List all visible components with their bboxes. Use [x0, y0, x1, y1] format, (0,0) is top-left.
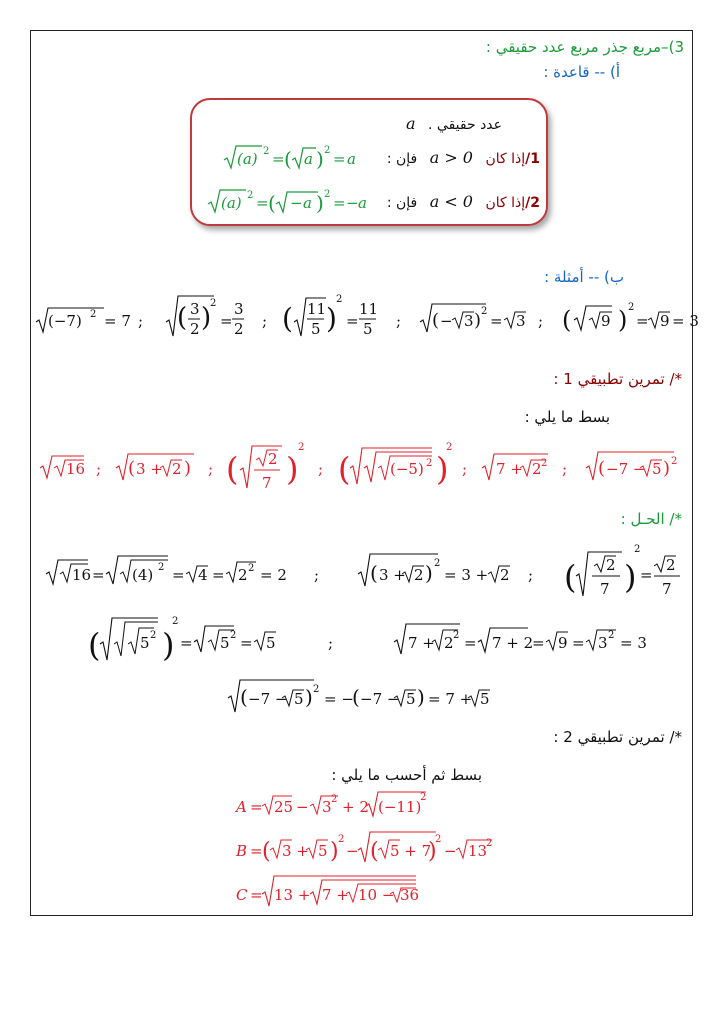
exercise1-item-1 — [40, 456, 85, 478]
svg-text:2: 2 — [481, 306, 488, 317]
svg-text:5: 5 — [318, 842, 328, 860]
svg-text:A: A — [236, 798, 247, 816]
rule-line1-then: فإن : — [386, 151, 418, 167]
rule-line1-label: 1/ — [525, 151, 540, 167]
svg-text:−7 −: −7 − — [360, 690, 400, 708]
svg-text:=: = — [333, 194, 346, 212]
exercise1-item-2 — [116, 454, 194, 480]
svg-text:): ) — [425, 561, 433, 585]
svg-text:= 2: = 2 — [260, 566, 287, 584]
svg-text:16: 16 — [66, 460, 86, 478]
exercise1-items — [34, 436, 694, 502]
svg-text:−: − — [346, 194, 359, 212]
svg-text:): ) — [316, 191, 324, 215]
svg-text:= 3: = 3 — [672, 312, 699, 330]
svg-text:=: = — [172, 566, 185, 584]
svg-text:2: 2 — [486, 838, 493, 849]
examples-heading: ب) -- أمثلة : — [544, 268, 624, 286]
exercise1-title: */ تمرين تطبيقي 1 : — [553, 370, 682, 388]
svg-text:;: ; — [262, 312, 268, 330]
rule-line1-cond: a > 0 — [429, 148, 473, 167]
svg-text:10 −: 10 − — [358, 886, 395, 904]
solution-title: */ الحـل : — [620, 510, 682, 528]
svg-text:(: ( — [284, 147, 292, 171]
svg-text:(a): (a) — [237, 150, 258, 168]
svg-text:;: ; — [208, 460, 214, 478]
svg-text:2: 2 — [414, 566, 424, 584]
rule-heading: أ) -- قاعدة : — [543, 63, 620, 81]
svg-text:;: ; — [538, 312, 544, 330]
svg-text:3: 3 — [234, 300, 244, 318]
svg-text:=: = — [490, 312, 503, 330]
svg-text:a: a — [347, 150, 356, 168]
solution-line-6 — [228, 680, 490, 712]
svg-text:): ) — [428, 839, 437, 864]
svg-text:(: ( — [562, 306, 572, 334]
svg-text:(4): (4) — [132, 566, 154, 584]
svg-text:36: 36 — [400, 886, 420, 904]
svg-text:2: 2 — [324, 145, 331, 156]
rule-line2-text: إذا كان — [485, 195, 526, 211]
svg-text:3 +: 3 + — [136, 460, 163, 478]
svg-text:−: − — [296, 798, 309, 816]
svg-text:−: − — [444, 842, 457, 860]
svg-text:3 +: 3 + — [282, 842, 309, 860]
svg-text:(: ( — [226, 450, 239, 488]
svg-text:4: 4 — [198, 566, 208, 584]
svg-text:): ) — [624, 558, 637, 596]
svg-text:(: ( — [598, 458, 606, 479]
exercise2-item-B — [235, 832, 492, 864]
svg-text:(−7): (−7) — [48, 312, 82, 330]
svg-text:11: 11 — [307, 300, 327, 318]
svg-text:;: ; — [462, 460, 468, 478]
svg-text:2: 2 — [158, 562, 165, 573]
svg-text:(: ( — [352, 685, 360, 709]
svg-text:2: 2 — [263, 146, 270, 157]
svg-text:2: 2 — [532, 460, 542, 478]
svg-text:7: 7 — [262, 474, 272, 492]
svg-text:C: C — [236, 886, 248, 904]
svg-text:(: ( — [262, 839, 271, 864]
svg-text:(: ( — [88, 626, 101, 664]
example-4 — [420, 304, 526, 332]
svg-text:2: 2 — [210, 298, 217, 309]
svg-text:5: 5 — [652, 460, 662, 478]
solution-line-4 — [88, 616, 276, 664]
svg-text:=: = — [250, 798, 263, 816]
svg-text:3: 3 — [190, 300, 200, 318]
svg-text:): ) — [286, 450, 299, 488]
rule-line-2 — [387, 192, 540, 211]
svg-text:9: 9 — [601, 312, 611, 330]
exercise1-item-3 — [226, 442, 304, 492]
svg-text:2: 2 — [444, 634, 454, 652]
solution-line-1 — [46, 556, 287, 584]
svg-text:2: 2 — [666, 556, 676, 574]
examples-row — [34, 290, 699, 350]
svg-text:2: 2 — [230, 630, 237, 641]
svg-text:3: 3 — [464, 312, 474, 330]
svg-text:2: 2 — [336, 294, 343, 305]
svg-text:2: 2 — [172, 616, 179, 627]
svg-text:7 +: 7 + — [408, 634, 435, 652]
svg-text:5: 5 — [294, 690, 304, 708]
svg-text:2: 2 — [331, 794, 338, 805]
exercise1-item-4 — [338, 442, 452, 488]
exercise2-item-A — [234, 792, 426, 816]
svg-text:B: B — [236, 842, 248, 860]
svg-text:=: = — [333, 150, 346, 168]
svg-text:(: ( — [240, 685, 248, 709]
rule-line2-label: 2/ — [525, 195, 540, 211]
svg-text:(: ( — [177, 303, 188, 333]
rule-line1-text: إذا كان — [485, 151, 526, 167]
svg-text:3: 3 — [598, 634, 608, 652]
svg-text:2: 2 — [247, 190, 254, 201]
svg-text:=: = — [220, 312, 233, 330]
svg-text:−: − — [290, 194, 303, 212]
svg-text:2: 2 — [338, 834, 345, 845]
svg-text:=: = — [640, 566, 653, 584]
svg-text:−7 −: −7 − — [606, 460, 646, 478]
svg-text:2: 2 — [172, 460, 182, 478]
svg-text:= 7: = 7 — [104, 312, 131, 330]
svg-text:(: ( — [128, 458, 136, 479]
svg-text:13: 13 — [468, 842, 488, 860]
solution-line-3 — [564, 544, 680, 598]
svg-text:2: 2 — [606, 556, 616, 574]
svg-text:(: ( — [282, 302, 293, 335]
solution-lines — [34, 538, 694, 718]
svg-text:3: 3 — [516, 312, 526, 330]
exercise2-title: */ تمرين تطبيقي 2 : — [553, 728, 682, 746]
svg-text:=: = — [240, 634, 253, 652]
exercise1-instruction: بسط ما يلي : — [524, 408, 610, 426]
svg-text:2: 2 — [150, 630, 157, 641]
rule-intro — [406, 114, 502, 133]
svg-text:2: 2 — [608, 630, 615, 641]
svg-text:2: 2 — [453, 630, 460, 641]
svg-text:2: 2 — [434, 558, 441, 569]
svg-text:2: 2 — [628, 302, 635, 313]
svg-text:): ) — [330, 839, 339, 864]
solution-line-2 — [358, 554, 510, 586]
svg-text:2: 2 — [446, 442, 453, 453]
svg-text:7 +: 7 + — [322, 886, 349, 904]
svg-text:16: 16 — [72, 566, 92, 584]
svg-text:=: = — [250, 842, 263, 860]
svg-text:2: 2 — [420, 792, 427, 803]
example-1 — [36, 308, 131, 332]
svg-text:): ) — [162, 626, 175, 664]
svg-text:=: = — [250, 886, 263, 904]
svg-text:5: 5 — [220, 634, 230, 652]
rule-line2-cond: a < 0 — [429, 192, 473, 211]
svg-text:): ) — [436, 450, 449, 488]
svg-text:5: 5 — [480, 690, 490, 708]
svg-text:2: 2 — [634, 544, 641, 555]
svg-text:2: 2 — [671, 456, 678, 467]
svg-text:5 + 7: 5 + 7 — [390, 842, 432, 860]
svg-text:2: 2 — [234, 320, 244, 338]
svg-text:=: = — [212, 566, 225, 584]
svg-text:(: ( — [268, 191, 276, 215]
svg-text:=: = — [92, 566, 105, 584]
svg-text:= −: = − — [324, 690, 354, 708]
svg-text:13 +: 13 + — [274, 886, 311, 904]
svg-text:): ) — [474, 310, 482, 331]
svg-text:−: − — [346, 842, 359, 860]
svg-text:2: 2 — [313, 684, 320, 695]
svg-text:(−5): (−5) — [390, 460, 424, 478]
example-2 — [166, 296, 244, 338]
svg-text:7 +: 7 + — [496, 460, 523, 478]
svg-text:;: ; — [396, 312, 402, 330]
section-title: 3)–مربع جذر مربع عدد حقيقي : — [485, 38, 684, 56]
svg-text:): ) — [326, 302, 337, 335]
exercise1-item-6 — [586, 452, 677, 480]
svg-text:=: = — [572, 634, 585, 652]
svg-text:=: = — [636, 312, 649, 330]
exercise2-instruction: بسط ثم أحسب ما يلي : — [331, 766, 482, 784]
svg-text:2: 2 — [435, 834, 442, 845]
example-3 — [282, 294, 378, 338]
svg-text:2: 2 — [90, 309, 97, 320]
svg-text:;: ; — [562, 460, 568, 478]
svg-text:): ) — [417, 685, 425, 709]
svg-text:): ) — [184, 458, 192, 479]
svg-text:a: a — [303, 194, 312, 212]
svg-text:=: = — [532, 634, 545, 652]
svg-text:2: 2 — [248, 563, 255, 574]
svg-text:2: 2 — [238, 566, 248, 584]
svg-text:+ 2: + 2 — [342, 798, 369, 816]
rule-line1-formula — [222, 140, 372, 174]
svg-text:=: = — [346, 312, 359, 330]
svg-text:= 3: = 3 — [620, 634, 647, 652]
svg-text:=: = — [180, 634, 193, 652]
svg-text:=: = — [256, 194, 269, 212]
exercise2-item-C — [236, 876, 419, 906]
svg-text:=: = — [464, 634, 477, 652]
rule-line2-then: فإن : — [386, 195, 418, 211]
svg-text:2: 2 — [500, 566, 510, 584]
svg-text:2: 2 — [541, 458, 548, 469]
exercise1-item-5 — [482, 454, 548, 480]
svg-text:): ) — [618, 306, 628, 334]
svg-text:−7 −: −7 − — [248, 690, 288, 708]
svg-text:(−11): (−11) — [378, 798, 422, 816]
svg-text:a: a — [304, 150, 313, 168]
rule-intro-text: عدد حقيقي . — [428, 117, 502, 133]
svg-text:5: 5 — [363, 320, 373, 338]
svg-text:;: ; — [318, 460, 324, 478]
rule-line2-formula — [206, 184, 376, 218]
svg-text:7: 7 — [600, 580, 610, 598]
svg-text:2: 2 — [268, 450, 278, 468]
svg-text:−: − — [440, 312, 453, 330]
svg-text:;: ; — [328, 634, 334, 652]
svg-text:9: 9 — [558, 634, 568, 652]
svg-text:7: 7 — [662, 580, 672, 598]
svg-text:): ) — [316, 147, 324, 171]
svg-text:(: ( — [564, 558, 577, 596]
svg-text:5: 5 — [311, 320, 321, 338]
svg-text:;: ; — [528, 566, 534, 584]
svg-text:9: 9 — [660, 312, 670, 330]
svg-text:): ) — [305, 685, 313, 709]
svg-text:= 3 +: = 3 + — [444, 566, 489, 584]
svg-text:3: 3 — [322, 798, 332, 816]
rule-var: a — [406, 114, 416, 133]
svg-text:;: ; — [314, 566, 320, 584]
svg-text:=: = — [272, 150, 285, 168]
svg-text:(: ( — [338, 450, 351, 488]
svg-text:): ) — [663, 458, 671, 479]
exercise2-items — [230, 786, 530, 914]
svg-text:2: 2 — [190, 320, 200, 338]
svg-text:;: ; — [138, 312, 144, 330]
svg-text:(: ( — [370, 561, 378, 585]
rule-line-1 — [387, 148, 540, 167]
solution-line-5 — [394, 624, 647, 654]
svg-text:= 7 +: = 7 + — [428, 690, 473, 708]
svg-text:11: 11 — [359, 300, 379, 318]
svg-text:(: ( — [370, 839, 379, 864]
svg-text:7 + 2: 7 + 2 — [492, 634, 534, 652]
svg-text:5: 5 — [140, 634, 150, 652]
svg-text:2: 2 — [426, 458, 433, 469]
svg-text:a: a — [358, 194, 367, 212]
svg-text:5: 5 — [266, 634, 276, 652]
svg-text:): ) — [201, 303, 212, 333]
svg-text:;: ; — [96, 460, 102, 478]
svg-text:2: 2 — [324, 189, 331, 200]
svg-text:3 +: 3 + — [379, 566, 406, 584]
svg-text:2: 2 — [298, 442, 305, 453]
example-5 — [562, 302, 699, 334]
svg-text:5: 5 — [406, 690, 416, 708]
svg-text:(a): (a) — [221, 194, 242, 212]
svg-text:(: ( — [432, 310, 440, 331]
svg-text:25: 25 — [274, 798, 294, 816]
rule-box — [190, 98, 548, 226]
